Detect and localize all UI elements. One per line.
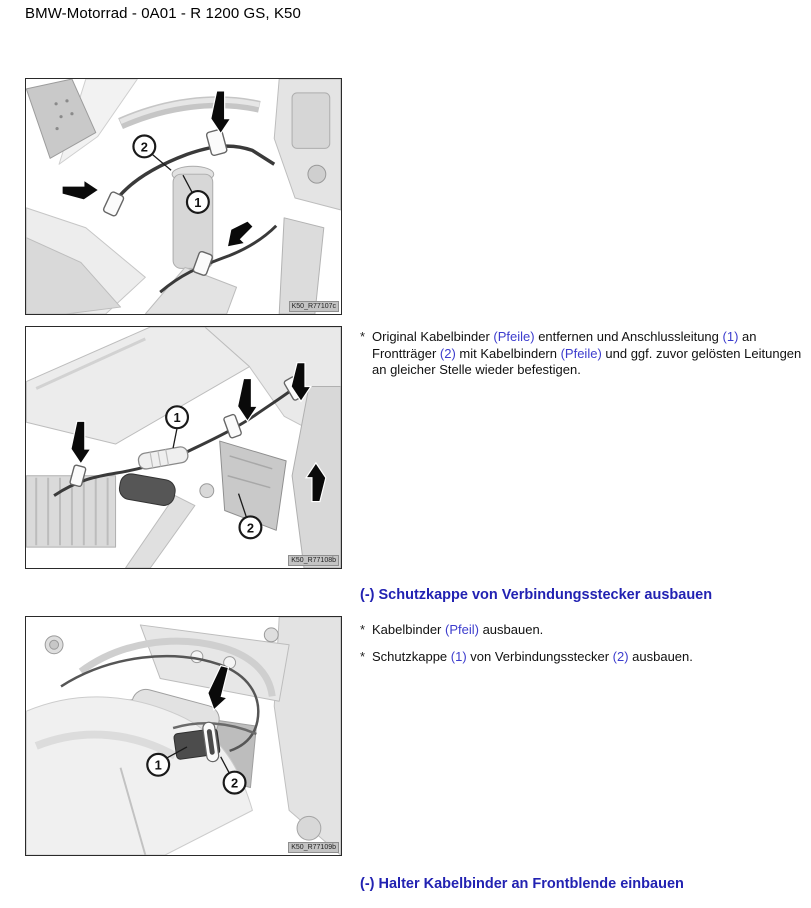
text-segment: Schutzkappe <box>372 649 451 664</box>
callout-2 <box>224 772 246 794</box>
inline-reference: (2) <box>439 345 456 361</box>
text-segment: mit Kabelbindern <box>455 345 561 361</box>
figure-code-label: K50_R77109b <box>288 842 339 853</box>
svg-text:2: 2 <box>246 520 255 536</box>
svg-text:1: 1 <box>154 757 162 773</box>
instruction-text <box>372 649 807 666</box>
figure-1-illustration <box>26 79 341 314</box>
svg-text:1: 1 <box>173 410 181 426</box>
section-heading-install-holder[interactable]: (-) Halter Kabelbinder an Frontblende einbauen <box>360 876 684 892</box>
figure-protective-cap <box>25 616 342 856</box>
callout-2 <box>133 136 155 158</box>
bullet-marker: * <box>360 649 366 664</box>
instruction-text <box>372 329 807 379</box>
text-segment: entfernen und Anschlussleitung <box>534 329 723 344</box>
callout-1 <box>166 406 188 428</box>
arrow-right-icon <box>62 180 99 200</box>
callout-1 <box>187 191 209 213</box>
inline-reference: (Pfeile) <box>493 329 535 344</box>
inline-reference: (Pfeile) <box>560 345 602 361</box>
section-heading-remove-cap[interactable]: (-) Schutzkappe von Verbindungsstecker ausbauen <box>360 587 713 603</box>
callout-2 <box>240 516 262 538</box>
inline-reference: (1) <box>722 329 739 344</box>
instruction-bullet <box>360 329 807 379</box>
instruction-bullet <box>360 622 807 639</box>
arrow-diagonal-icon <box>220 217 257 254</box>
instruction-bullet <box>360 649 807 666</box>
svg-text:1: 1 <box>194 194 202 210</box>
cable-tie-clip <box>206 129 227 156</box>
figure-code-label: K50_R77107c <box>289 301 339 312</box>
svg-text:2: 2 <box>140 139 148 155</box>
document-title: BMW-Motorrad - 0A01 - R 1200 GS, K50 <box>25 5 301 22</box>
bullet-marker: * <box>360 329 366 344</box>
cable-tie-clip <box>223 414 242 439</box>
text-segment: Kabelbinder <box>372 622 445 637</box>
text-segment: ausbauen. <box>478 622 544 637</box>
text-segment: Original Kabelbinder <box>372 329 494 344</box>
figure-2-illustration <box>26 327 341 568</box>
figure-code-label: K50_R77108b <box>288 555 339 566</box>
svg-text:2: 2 <box>230 775 239 791</box>
bullet-marker: * <box>360 622 366 637</box>
figure-3-illustration <box>26 617 341 855</box>
text-segment: ausbauen. <box>628 649 693 664</box>
text-segment: von Verbindungsstecker <box>466 649 613 664</box>
inline-reference: (1) <box>450 649 467 664</box>
inline-reference: (2) <box>612 649 629 664</box>
text-segment: und ggf. zuvor gelösten Leitungen an gleicher Stelle wieder befestigen. <box>372 345 802 377</box>
callout-1 <box>147 754 169 776</box>
figure-front-carrier <box>25 326 342 569</box>
inline-connector <box>137 446 189 470</box>
cable-tie-clip <box>103 191 125 217</box>
figure-steering-head <box>25 78 342 315</box>
instruction-text <box>372 622 807 639</box>
text-segment: an Frontträger <box>372 329 757 361</box>
inline-reference: (Pfeil) <box>445 622 479 637</box>
